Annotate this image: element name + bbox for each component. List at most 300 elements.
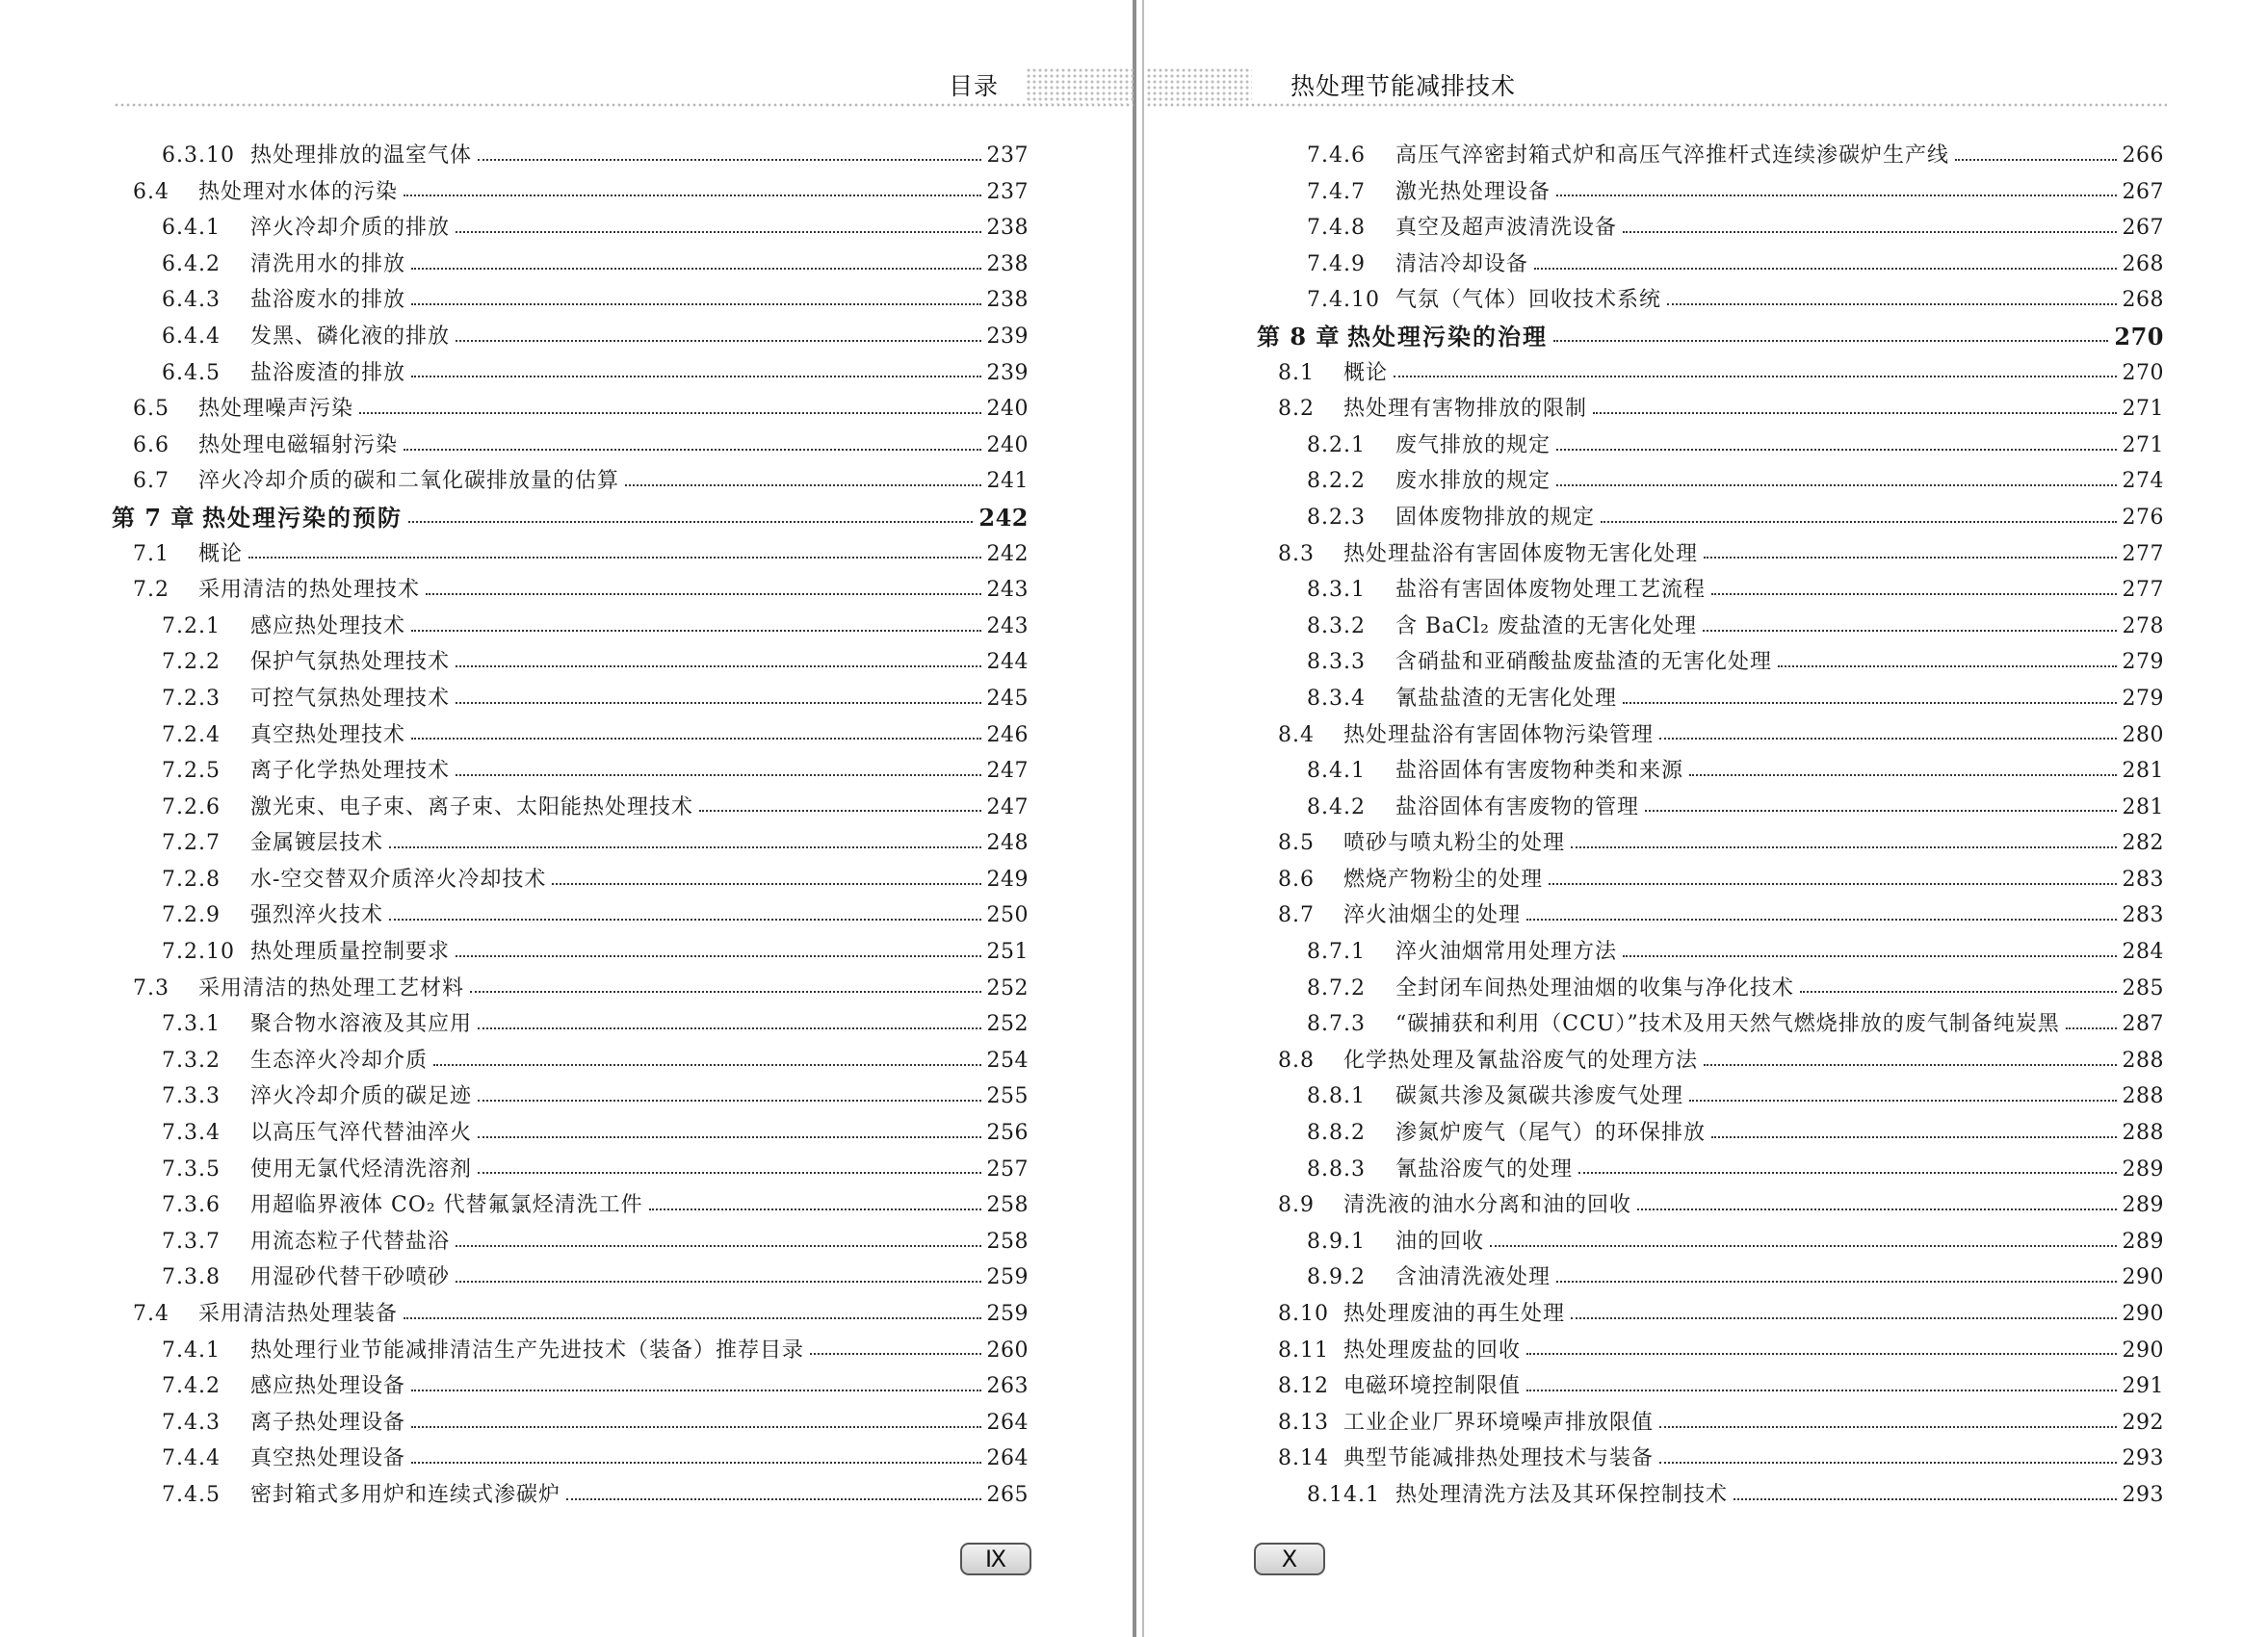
toc-leader-dots bbox=[404, 195, 980, 196]
toc-chapter-entry bbox=[1257, 319, 2164, 355]
toc-title: 淬火冷却介质的碳足迹 bbox=[250, 1084, 473, 1109]
toc-number: 7.1 bbox=[133, 541, 169, 566]
toc-title: 含 BaCl₂ 废盐渣的无害化处理 bbox=[1395, 613, 1697, 638]
toc-number: 7.2.6 bbox=[162, 794, 221, 819]
toc-title: 清洁冷却设备 bbox=[1395, 251, 1529, 276]
toc-leader-dots bbox=[456, 955, 980, 957]
toc-page-number: 290 bbox=[2122, 1265, 2164, 1290]
toc-page-number: 240 bbox=[986, 397, 1029, 422]
page-number-badge: Ⅸ bbox=[960, 1543, 1031, 1575]
toc-leader-dots bbox=[1659, 738, 2116, 740]
toc-title: 氰盐浴废气的处理 bbox=[1395, 1156, 1574, 1182]
toc-page-number: 248 bbox=[986, 831, 1029, 856]
toc-number: 7.2.10 bbox=[162, 940, 235, 965]
toc-leader-dots bbox=[411, 1426, 980, 1428]
toc-entry bbox=[1257, 934, 2164, 971]
toc-title: 盐浴固体有害废物的管理 bbox=[1395, 794, 1640, 819]
toc-leader-dots bbox=[1556, 484, 2116, 486]
toc-number: 8.2.3 bbox=[1307, 505, 1366, 530]
toc-number: 7.4.1 bbox=[162, 1338, 221, 1363]
toc-entry bbox=[112, 1333, 1029, 1369]
toc-title: 热处理对水体的污染 bbox=[198, 179, 399, 204]
toc-leader-dots bbox=[1490, 1245, 2116, 1247]
toc-leader-dots bbox=[1571, 1317, 2116, 1319]
toc-title: 盐浴废水的排放 bbox=[250, 288, 406, 313]
toc-page-number: 282 bbox=[2122, 831, 2164, 856]
toc-page-number: 246 bbox=[986, 722, 1029, 747]
toc-entry bbox=[112, 1115, 1029, 1152]
toc-page-number: 285 bbox=[2122, 975, 2164, 1000]
toc-entry bbox=[1257, 1477, 2164, 1514]
toc-title: 废水排放的规定 bbox=[1395, 469, 1551, 494]
toc-leader-dots bbox=[426, 593, 980, 595]
toc-entry bbox=[112, 825, 1029, 862]
toc-number: 7.4 bbox=[133, 1302, 169, 1326]
toc-leader-dots bbox=[404, 1317, 980, 1319]
toc-list-left bbox=[112, 138, 1029, 1514]
toc-entry bbox=[112, 1405, 1029, 1442]
toc-entry bbox=[112, 971, 1029, 1007]
toc-page-number: 259 bbox=[986, 1265, 1029, 1290]
toc-entry bbox=[112, 572, 1029, 609]
toc-entry bbox=[112, 1006, 1029, 1043]
toc-page-number: 242 bbox=[986, 541, 1029, 566]
toc-title: 盐浴有害固体废物处理工艺流程 bbox=[1395, 578, 1707, 603]
toc-page-number: 268 bbox=[2122, 251, 2164, 276]
toc-leader-dots bbox=[1534, 268, 2116, 270]
toc-leader-dots bbox=[1623, 702, 2116, 704]
toc-entry bbox=[112, 247, 1029, 283]
toc-entry bbox=[1257, 1152, 2164, 1188]
toc-entry bbox=[1257, 210, 2164, 247]
toc-number: 6.4.5 bbox=[162, 360, 221, 385]
toc-number: 8.8 bbox=[1278, 1048, 1315, 1073]
toc-leader-dots bbox=[1711, 593, 2116, 595]
toc-leader-dots bbox=[478, 1172, 980, 1174]
toc-page-number: 238 bbox=[986, 216, 1029, 241]
toc-page-number: 289 bbox=[2122, 1229, 2164, 1254]
toc-leader-dots bbox=[566, 1498, 980, 1500]
toc-entry bbox=[1257, 644, 2164, 681]
toc-title: 热处理盐浴有害固体废物无害化处理 bbox=[1343, 541, 1699, 566]
toc-number: 6.7 bbox=[133, 469, 169, 494]
toc-entry bbox=[1257, 282, 2164, 319]
toc-page-number: 271 bbox=[2122, 432, 2164, 457]
toc-title: 真空热处理设备 bbox=[250, 1446, 406, 1471]
toc-title: 燃烧产物粉尘的处理 bbox=[1343, 867, 1544, 892]
toc-title: 热处理质量控制要求 bbox=[250, 940, 451, 965]
toc-entry bbox=[112, 428, 1029, 464]
toc-title: 淬火冷却介质的排放 bbox=[250, 216, 451, 241]
toc-entry bbox=[112, 536, 1029, 573]
toc-number: 6.4.2 bbox=[162, 251, 221, 276]
toc-leader-dots bbox=[1526, 919, 2116, 921]
toc-leader-dots bbox=[1689, 1100, 2116, 1102]
toc-page-number: 252 bbox=[986, 1012, 1029, 1037]
toc-title: 水-空交替双介质淬火冷却技术 bbox=[250, 867, 547, 892]
toc-page-number: 266 bbox=[2122, 143, 2164, 168]
toc-number: 8.8.3 bbox=[1307, 1156, 1366, 1182]
toc-number: 8.9 bbox=[1278, 1193, 1315, 1218]
toc-title: 使用无氯代烃清洗溶剂 bbox=[250, 1156, 473, 1182]
toc-number: 8.8.1 bbox=[1307, 1084, 1366, 1109]
toc-number: 8.10 bbox=[1278, 1302, 1329, 1326]
toc-number: 8.7.1 bbox=[1307, 940, 1366, 965]
toc-leader-dots bbox=[456, 231, 980, 233]
toc-leader-dots bbox=[1659, 1462, 2116, 1464]
toc-number: 8.2 bbox=[1278, 397, 1315, 422]
toc-title: “碳捕获和利用（CCU）”技术及用天然气燃烧排放的废气制备纯炭黑 bbox=[1395, 1012, 2060, 1037]
toc-entry bbox=[1257, 428, 2164, 464]
toc-leader-dots bbox=[411, 1390, 980, 1391]
toc-page-number: 243 bbox=[986, 613, 1029, 638]
toc-page-number: 244 bbox=[986, 650, 1029, 675]
toc-number: 7.2.8 bbox=[162, 867, 221, 892]
toc-title: 渗氮炉废气（尾气）的环保排放 bbox=[1395, 1121, 1707, 1146]
toc-page-number: 249 bbox=[986, 867, 1029, 892]
toc-page-number: 259 bbox=[986, 1302, 1029, 1326]
toc-number: 8.13 bbox=[1278, 1410, 1329, 1435]
toc-title: 概论 bbox=[1343, 360, 1389, 385]
toc-page-number: 271 bbox=[2122, 397, 2164, 422]
toc-leader-dots bbox=[389, 919, 980, 921]
toc-entry bbox=[112, 897, 1029, 934]
header-dotted-rule bbox=[114, 102, 1134, 108]
toc-page-number: 279 bbox=[2122, 650, 2164, 675]
toc-title: 采用清洁的热处理技术 bbox=[198, 578, 421, 603]
toc-page-number: 239 bbox=[986, 360, 1029, 385]
page-number-badge: Ⅹ bbox=[1254, 1543, 1325, 1575]
toc-entry bbox=[1257, 1187, 2164, 1224]
toc-entry bbox=[112, 282, 1029, 319]
toc-title: 喷砂与喷丸粉尘的处理 bbox=[1343, 831, 1566, 856]
toc-number: 6.6 bbox=[133, 432, 169, 457]
toc-title: 热处理废盐的回收 bbox=[1343, 1338, 1522, 1363]
toc-entry bbox=[1257, 536, 2164, 573]
toc-page-number: 289 bbox=[2122, 1156, 2164, 1182]
toc-number: 7.3.1 bbox=[162, 1012, 221, 1037]
toc-title: 热处理行业节能减排清洁生产先进技术（装备）推荐目录 bbox=[250, 1338, 805, 1363]
toc-number: 7.4.6 bbox=[1307, 143, 1366, 168]
toc-title: 热处理废油的再生处理 bbox=[1343, 1302, 1566, 1326]
toc-title: 氰盐盐渣的无害化处理 bbox=[1395, 686, 1618, 711]
toc-page-number: 293 bbox=[2122, 1482, 2164, 1507]
toc-leader-dots bbox=[1556, 449, 2116, 451]
toc-leader-dots bbox=[1667, 303, 2116, 305]
toc-entry bbox=[112, 138, 1029, 174]
toc-entry bbox=[112, 210, 1029, 247]
toc-entry bbox=[1257, 572, 2164, 609]
toc-title: 淬火冷却介质的碳和二氧化碳排放量的估算 bbox=[198, 469, 620, 494]
toc-page-number: 247 bbox=[986, 759, 1029, 784]
toc-leader-dots bbox=[478, 1100, 980, 1102]
toc-leader-dots bbox=[1549, 883, 2116, 885]
toc-number: 8.14.1 bbox=[1307, 1482, 1380, 1507]
toc-page-number: 279 bbox=[2122, 686, 2164, 711]
toc-entry bbox=[1257, 862, 2164, 898]
toc-title: 密封箱式多用炉和连续式渗碳炉 bbox=[250, 1482, 561, 1507]
toc-page-number: 245 bbox=[986, 686, 1029, 711]
toc-leader-dots bbox=[456, 774, 980, 776]
toc-page-number: 278 bbox=[2122, 613, 2164, 638]
toc-leader-dots bbox=[2066, 1027, 2117, 1029]
toc-leader-dots bbox=[1556, 1281, 2116, 1283]
toc-leader-dots bbox=[1571, 846, 2116, 848]
toc-entry bbox=[1257, 825, 2164, 862]
toc-entry bbox=[1257, 1405, 2164, 1442]
toc-entry bbox=[112, 1260, 1029, 1296]
toc-leader-dots bbox=[389, 846, 980, 848]
toc-page-number: 258 bbox=[986, 1229, 1029, 1254]
toc-number: 7.2.5 bbox=[162, 759, 221, 784]
toc-leader-dots bbox=[478, 1027, 980, 1029]
toc-entry bbox=[112, 1078, 1029, 1115]
toc-leader-dots bbox=[1578, 1172, 2116, 1174]
toc-entry bbox=[1257, 1078, 2164, 1115]
toc-entry bbox=[1257, 717, 2164, 754]
toc-number: 6.5 bbox=[133, 397, 169, 422]
toc-page-number: 251 bbox=[986, 940, 1029, 965]
toc-entry bbox=[112, 463, 1029, 500]
toc-page-number: 267 bbox=[2122, 179, 2164, 204]
toc-title: 盐浴固体有害废物种类和来源 bbox=[1395, 759, 1684, 784]
running-header-right: 热处理节能减排技术 bbox=[1290, 72, 1517, 100]
toc-entry bbox=[1257, 790, 2164, 826]
toc-title: 清洗液的油水分离和油的回收 bbox=[1343, 1193, 1632, 1218]
toc-leader-dots bbox=[1623, 231, 2116, 233]
toc-chapter-entry bbox=[112, 500, 1029, 536]
toc-leader-dots bbox=[1704, 1064, 2116, 1066]
toc-leader-dots bbox=[478, 1136, 980, 1138]
toc-page-number: 237 bbox=[986, 143, 1029, 168]
toc-page-number: 281 bbox=[2122, 794, 2164, 819]
toc-entry bbox=[112, 717, 1029, 754]
toc-title: 工业企业厂界环境噪声排放限值 bbox=[1343, 1410, 1655, 1435]
toc-title: 电磁环境控制限值 bbox=[1343, 1374, 1522, 1399]
toc-title: 典型节能减排热处理技术与装备 bbox=[1343, 1446, 1655, 1471]
toc-leader-dots bbox=[456, 665, 980, 667]
header-dot-pattern bbox=[1146, 67, 1252, 104]
toc-number: 8.14 bbox=[1278, 1446, 1329, 1471]
toc-page-number: 274 bbox=[2122, 469, 2164, 494]
toc-number: 第 7 章 bbox=[112, 503, 196, 532]
toc-leader-dots bbox=[699, 810, 980, 812]
header-dotted-rule bbox=[1146, 102, 2167, 108]
toc-entry bbox=[1257, 1043, 2164, 1079]
toc-number: 7.2.2 bbox=[162, 650, 221, 675]
toc-entry bbox=[1257, 138, 2164, 174]
toc-leader-dots bbox=[456, 1245, 980, 1247]
toc-title: 热处理电磁辐射污染 bbox=[198, 432, 399, 457]
toc-number: 8.3.2 bbox=[1307, 613, 1366, 638]
toc-leader-dots bbox=[810, 1353, 980, 1355]
toc-number: 7.3.8 bbox=[162, 1265, 221, 1290]
toc-page-number: 288 bbox=[2122, 1048, 2164, 1073]
toc-number: 7.4.5 bbox=[162, 1482, 221, 1507]
toc-page-number: 290 bbox=[2122, 1302, 2164, 1326]
toc-entry bbox=[1257, 1296, 2164, 1333]
toc-title: 真空及超声波清洗设备 bbox=[1395, 216, 1618, 241]
toc-entry bbox=[112, 1152, 1029, 1188]
toc-entry bbox=[112, 644, 1029, 681]
toc-title: 以高压气淬代替油淬火 bbox=[250, 1121, 473, 1146]
toc-leader-dots bbox=[456, 1281, 980, 1283]
toc-title: 聚合物水溶液及其应用 bbox=[250, 1012, 473, 1037]
toc-entry bbox=[1257, 1441, 2164, 1477]
toc-title: 热处理污染的预防 bbox=[202, 503, 403, 532]
toc-page-number: 264 bbox=[986, 1410, 1029, 1435]
toc-leader-dots bbox=[1711, 1136, 2116, 1138]
toc-page-number: 243 bbox=[986, 578, 1029, 603]
toc-title: 用湿砂代替干砂喷砂 bbox=[250, 1265, 451, 1290]
toc-leader-dots bbox=[411, 303, 980, 305]
toc-page-number: 250 bbox=[986, 903, 1029, 928]
toc-number: 7.4.10 bbox=[1307, 288, 1380, 313]
toc-number: 8.3.4 bbox=[1307, 686, 1366, 711]
toc-number: 6.4.1 bbox=[162, 216, 221, 241]
toc-leader-dots bbox=[404, 449, 980, 451]
toc-entry bbox=[112, 1043, 1029, 1079]
toc-entry bbox=[1257, 355, 2164, 392]
toc-entry bbox=[1257, 391, 2164, 428]
toc-page-number: 289 bbox=[2122, 1193, 2164, 1218]
toc-leader-dots bbox=[359, 412, 980, 414]
toc-title: 概论 bbox=[198, 541, 244, 566]
toc-entry bbox=[1257, 681, 2164, 717]
toc-title: 感应热处理技术 bbox=[250, 613, 406, 638]
running-header-left: 目录 bbox=[949, 72, 1000, 100]
toc-title: 采用清洁热处理装备 bbox=[198, 1302, 399, 1326]
toc-number: 7.4.3 bbox=[162, 1410, 221, 1435]
toc-number: 6.4.4 bbox=[162, 324, 221, 349]
toc-entry bbox=[1257, 1006, 2164, 1043]
toc-number: 8.9.1 bbox=[1307, 1229, 1366, 1254]
toc-number: 7.2.9 bbox=[162, 903, 221, 928]
toc-entry bbox=[112, 174, 1029, 211]
toc-leader-dots bbox=[478, 159, 980, 161]
toc-entry bbox=[112, 355, 1029, 392]
toc-title: 全封闭车间热处理油烟的收集与净化技术 bbox=[1395, 975, 1795, 1000]
toc-leader-dots bbox=[1593, 412, 2116, 414]
toc-page-number: 268 bbox=[2122, 288, 2164, 313]
toc-number: 7.2 bbox=[133, 578, 169, 603]
toc-title: 激光热处理设备 bbox=[1395, 179, 1551, 204]
toc-leader-dots bbox=[411, 1462, 980, 1464]
toc-title: 发黑、磷化液的排放 bbox=[250, 324, 451, 349]
toc-entry bbox=[112, 790, 1029, 826]
toc-entry bbox=[112, 934, 1029, 971]
toc-page-number: 292 bbox=[2122, 1410, 2164, 1435]
toc-page-number: 290 bbox=[2122, 1338, 2164, 1363]
toc-number: 第 8 章 bbox=[1257, 322, 1341, 351]
toc-page-number: 247 bbox=[986, 794, 1029, 819]
toc-number: 8.2.1 bbox=[1307, 432, 1366, 457]
toc-title: 热处理排放的温室气体 bbox=[250, 143, 473, 168]
toc-number: 8.1 bbox=[1278, 360, 1315, 385]
toc-page-number: 270 bbox=[2122, 360, 2164, 385]
toc-leader-dots bbox=[1659, 1426, 2116, 1428]
toc-page-number: 254 bbox=[986, 1048, 1029, 1073]
toc-entry bbox=[1257, 971, 2164, 1007]
toc-entry bbox=[1257, 247, 2164, 283]
toc-number: 7.3.6 bbox=[162, 1193, 221, 1218]
toc-title: 热处理污染的治理 bbox=[1347, 322, 1548, 351]
toc-entry bbox=[112, 1187, 1029, 1224]
toc-title: 用超临界液体 CO₂ 代替氟氯烃清洗工件 bbox=[250, 1193, 643, 1218]
toc-number: 8.4 bbox=[1278, 722, 1315, 747]
toc-leader-dots bbox=[1704, 557, 2116, 559]
toc-title: 含硝盐和亚硝酸盐废盐渣的无害化处理 bbox=[1395, 650, 1773, 675]
toc-leader-dots bbox=[1526, 1353, 2116, 1355]
toc-entry bbox=[112, 753, 1029, 790]
toc-title: 油的回收 bbox=[1395, 1229, 1485, 1254]
toc-page-number: 256 bbox=[986, 1121, 1029, 1146]
toc-entry bbox=[1257, 609, 2164, 645]
toc-page-number: 270 bbox=[2114, 322, 2164, 351]
toc-title: 热处理盐浴有害固体物污染管理 bbox=[1343, 722, 1655, 747]
toc-entry bbox=[112, 862, 1029, 898]
toc-title: 化学热处理及氰盐浴废气的处理方法 bbox=[1343, 1048, 1699, 1073]
toc-title: 热处理噪声污染 bbox=[198, 397, 354, 422]
toc-number: 7.3.5 bbox=[162, 1156, 221, 1182]
toc-page-number: 260 bbox=[986, 1338, 1029, 1363]
toc-page-number: 242 bbox=[978, 503, 1029, 532]
toc-page-number: 280 bbox=[2122, 722, 2164, 747]
toc-number: 7.2.7 bbox=[162, 831, 221, 856]
toc-page-number: 287 bbox=[2122, 1012, 2164, 1037]
toc-page-number: 257 bbox=[986, 1156, 1029, 1182]
toc-number: 7.4.2 bbox=[162, 1374, 221, 1399]
toc-entry bbox=[1257, 1260, 2164, 1296]
toc-page-number: 241 bbox=[986, 469, 1029, 494]
toc-title: 强烈淬火技术 bbox=[250, 903, 384, 928]
page-gutter-line bbox=[1142, 0, 1144, 1637]
toc-title: 淬火油烟尘的处理 bbox=[1343, 903, 1522, 928]
toc-leader-dots bbox=[411, 268, 980, 270]
toc-entry bbox=[112, 1477, 1029, 1514]
toc-leader-dots bbox=[649, 1208, 981, 1210]
toc-leader-dots bbox=[1601, 521, 2116, 523]
toc-title: 离子化学热处理技术 bbox=[250, 759, 451, 784]
toc-page-number: 263 bbox=[986, 1374, 1029, 1399]
toc-entry bbox=[112, 391, 1029, 428]
toc-page-number: 238 bbox=[986, 251, 1029, 276]
toc-title: 激光束、电子束、离子束、太阳能热处理技术 bbox=[250, 794, 694, 819]
toc-entry bbox=[112, 1296, 1029, 1333]
toc-number: 8.12 bbox=[1278, 1374, 1329, 1399]
toc-number: 8.7.3 bbox=[1307, 1012, 1366, 1037]
toc-leader-dots bbox=[1689, 774, 2116, 776]
toc-number: 7.4.8 bbox=[1307, 216, 1366, 241]
toc-leader-dots bbox=[1703, 630, 2117, 632]
toc-number: 8.4.1 bbox=[1307, 759, 1366, 784]
toc-leader-dots bbox=[470, 991, 980, 993]
toc-leader-dots bbox=[248, 557, 980, 559]
toc-number: 7.4.4 bbox=[162, 1446, 221, 1471]
toc-leader-dots bbox=[411, 630, 980, 632]
toc-entry bbox=[1257, 1333, 2164, 1369]
toc-number: 8.3.1 bbox=[1307, 578, 1366, 603]
toc-page-number: 237 bbox=[986, 179, 1029, 204]
toc-page-number: 258 bbox=[986, 1193, 1029, 1218]
toc-number: 7.4.9 bbox=[1307, 251, 1366, 276]
toc-page-number: 267 bbox=[2122, 216, 2164, 241]
toc-entry bbox=[112, 681, 1029, 717]
toc-number: 8.5 bbox=[1278, 831, 1315, 856]
toc-title: 金属镀层技术 bbox=[250, 831, 384, 856]
toc-leader-dots bbox=[552, 883, 980, 885]
toc-title: 废气排放的规定 bbox=[1395, 432, 1551, 457]
